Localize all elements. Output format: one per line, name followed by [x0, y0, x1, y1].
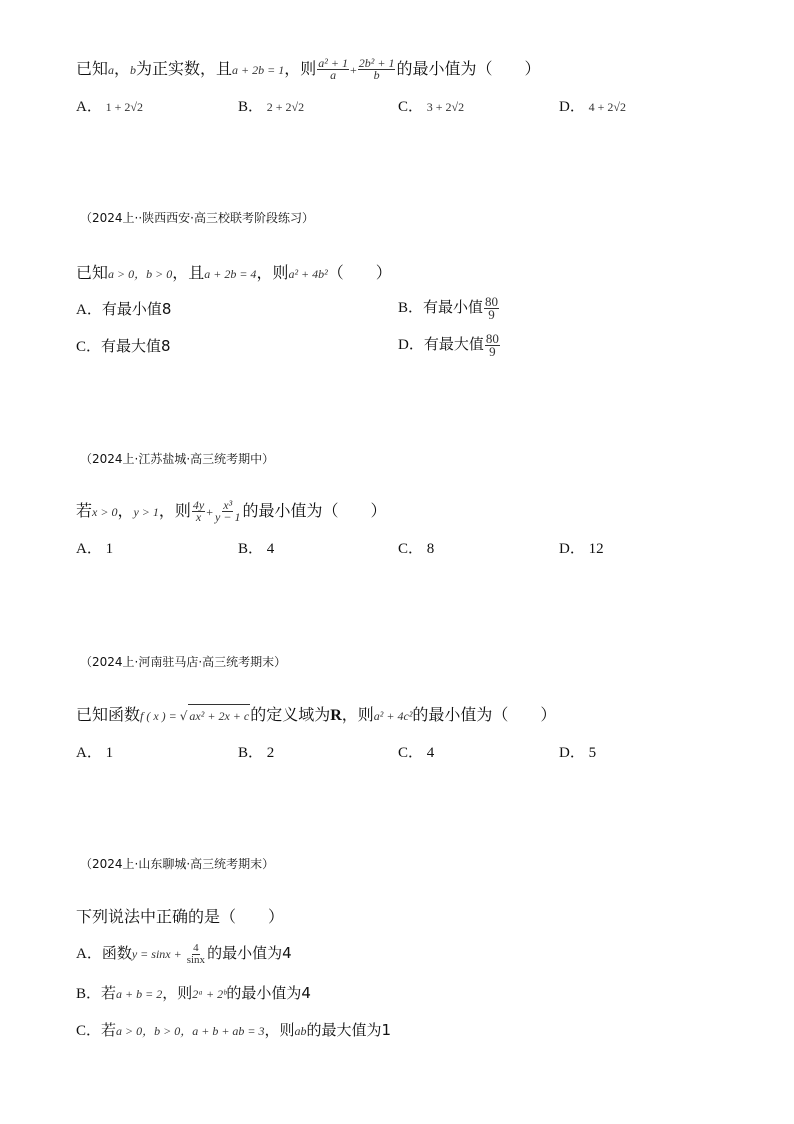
option-letter: C．	[398, 541, 424, 557]
sqrt-icon: √	[179, 709, 188, 723]
option-text-2: ，则	[162, 984, 193, 1002]
frac-den: sinx	[186, 954, 206, 967]
q1-text-c: ，则	[284, 59, 317, 78]
q3-stem	[76, 500, 386, 523]
q4-text-a: 已知函数	[76, 705, 141, 724]
q1-frac2-den: b	[373, 68, 380, 82]
q3-text-b: ，则	[158, 501, 191, 520]
option-letter: A．	[76, 946, 102, 962]
option-value: 4	[426, 745, 435, 761]
option-expression: ab	[294, 1024, 307, 1038]
option-condition: a > 0，b > 0，a + b + ab = 3	[116, 1024, 265, 1038]
q3-option-a[interactable]	[76, 538, 113, 560]
q3-option-c[interactable]	[398, 538, 434, 560]
q2-text-d: （ ）	[327, 263, 392, 282]
option-text: 若	[101, 1021, 117, 1039]
q1-option-a[interactable]	[76, 96, 143, 118]
q1-fraction-1	[317, 58, 349, 81]
option-text: 若	[101, 984, 117, 1002]
q1-text-b: 为正实数，且	[136, 59, 233, 78]
q3-option-b[interactable]	[238, 538, 274, 560]
option-letter: A．	[76, 541, 102, 557]
q2-text-a: 已知	[76, 263, 109, 282]
q3-text-a: 若	[76, 501, 93, 520]
q2-text-c: ，则	[256, 263, 289, 282]
q5-source: （2024上·山东聊城·高三统考期末）	[80, 857, 275, 871]
option-letter: C．	[76, 339, 102, 355]
q3-frac2-den: y − 1	[215, 510, 241, 524]
q4-stem	[76, 704, 556, 727]
q2-stem	[76, 262, 392, 285]
q2-condition-2: a + 2b = 4	[204, 267, 257, 281]
frac-den: 9	[488, 307, 495, 323]
q5-option-b[interactable]	[76, 982, 311, 1005]
q4-text-b: 的定义域为	[250, 705, 331, 724]
q4-domain-r: R	[330, 707, 342, 724]
q1-plus: +	[349, 63, 357, 77]
q3-fraction-2	[214, 500, 241, 523]
option-text-3: 的最大值为1	[306, 1021, 392, 1039]
option-letter: A．	[76, 99, 102, 115]
option-text: 函数	[101, 944, 132, 962]
option-letter: D．	[559, 541, 585, 557]
q1-stem	[76, 58, 540, 81]
q3-fraction-1	[192, 500, 205, 523]
frac-num: 80	[485, 331, 499, 347]
q4-text-d: 的最小值为（ ）	[412, 705, 557, 724]
option-value: 4	[266, 541, 275, 557]
q3-source: （2024上·江苏盐城·高三统考期中）	[80, 452, 275, 466]
option-value: 5	[588, 745, 597, 761]
q3-sep: ，	[117, 501, 134, 520]
option-condition: a + b = 2	[116, 987, 163, 1001]
q2-option-d[interactable]	[398, 333, 501, 358]
q4-option-c[interactable]	[398, 742, 434, 764]
option-letter: B．	[76, 986, 102, 1002]
option-value: 2 + 2√2	[266, 100, 305, 114]
q1-var-b: b	[130, 63, 137, 77]
option-letter: C．	[76, 1023, 102, 1039]
option-value: 12	[588, 541, 604, 557]
q3-text-c: 的最小值为（ ）	[242, 501, 387, 520]
option-letter: C．	[398, 745, 424, 761]
option-expression: y = sinx +	[131, 947, 185, 961]
q2-condition-1: a > 0，b > 0	[108, 267, 173, 281]
q2-text-b: ，且	[172, 263, 205, 282]
option-letter: A．	[76, 745, 102, 761]
option-expression: 2ᵃ + 2ᵇ	[192, 987, 227, 1001]
q4-expression: a² + 4c²	[373, 709, 413, 723]
q1-text-d: 的最小值为（ ）	[396, 59, 541, 78]
q1-frac1-num: a² + 1	[318, 56, 348, 70]
option-fraction	[484, 296, 499, 321]
q3-plus: +	[206, 505, 214, 519]
option-value: 1	[105, 541, 114, 557]
option-value: 8	[426, 541, 435, 557]
q1-fraction-2	[358, 58, 396, 81]
q2-source: （2024上··陕西西安·高三校联考阶段练习）	[80, 211, 314, 225]
q3-condition-2: y > 1	[133, 505, 159, 519]
q1-frac1-den: a	[330, 68, 337, 82]
option-value: 1	[105, 745, 114, 761]
option-fraction	[186, 943, 206, 966]
q4-text-c: ，则	[341, 705, 374, 724]
option-text: 有最小值8	[101, 300, 172, 318]
option-letter: B．	[238, 745, 264, 761]
q1-text: 已知	[76, 59, 109, 78]
frac-num: 4	[193, 942, 199, 955]
q5-option-a[interactable]	[76, 942, 292, 966]
q4-radicand: ax² + 2x + c	[188, 704, 250, 727]
option-text-2: 的最小值为4	[207, 944, 292, 962]
option-value: 1 + 2√2	[105, 100, 143, 114]
q3-frac1-den: x	[195, 510, 202, 524]
option-letter: D．	[398, 337, 424, 353]
q1-frac2-num: 2b² + 1	[358, 56, 395, 70]
option-text-3: 的最小值为4	[226, 984, 311, 1002]
q2-option-b[interactable]	[398, 296, 500, 321]
q1-option-c[interactable]	[398, 96, 464, 118]
q1-option-d[interactable]	[559, 96, 626, 118]
option-letter: B．	[238, 541, 264, 557]
option-letter: D．	[559, 99, 585, 115]
q5-option-c[interactable]	[76, 1019, 391, 1042]
q4-option-a[interactable]	[76, 742, 113, 764]
option-letter: B．	[398, 300, 424, 316]
q5-stem: 下列说法中正确的是（ ）	[76, 907, 285, 926]
q1-condition: a + 2b = 1	[232, 63, 285, 77]
option-text-2: ，则	[264, 1021, 295, 1039]
q1-sep: ，	[114, 59, 131, 78]
q4-function: f ( x ) =	[140, 709, 180, 723]
option-letter: D．	[559, 745, 585, 761]
option-letter: A．	[76, 302, 102, 318]
option-letter: B．	[238, 99, 264, 115]
q3-option-d[interactable]	[559, 538, 604, 560]
frac-num: 80	[485, 294, 499, 310]
q2-option-a[interactable]	[76, 298, 171, 321]
q1-option-b[interactable]	[238, 96, 304, 118]
q4-option-d[interactable]	[559, 742, 596, 764]
q3-frac1-num: 4y	[192, 498, 205, 512]
q2-expression: a² + 4b²	[288, 267, 328, 281]
option-text: 有最大值	[423, 335, 484, 353]
q2-option-c[interactable]	[76, 335, 171, 358]
q3-frac2-num: x³	[223, 498, 233, 512]
frac-den: 9	[489, 344, 496, 360]
q3-condition-1: x > 0	[92, 505, 118, 519]
q1-var-a: a	[108, 63, 115, 77]
q4-source: （2024上·河南驻马店·高三统考期末）	[80, 655, 287, 669]
option-letter: C．	[398, 99, 424, 115]
q4-option-b[interactable]	[238, 742, 274, 764]
option-text: 有最大值8	[101, 337, 171, 355]
option-value: 2	[266, 745, 275, 761]
option-fraction	[485, 333, 500, 358]
option-value: 3 + 2√2	[426, 100, 465, 114]
option-value: 4 + 2√2	[588, 100, 626, 114]
option-text: 有最小值	[423, 298, 484, 316]
